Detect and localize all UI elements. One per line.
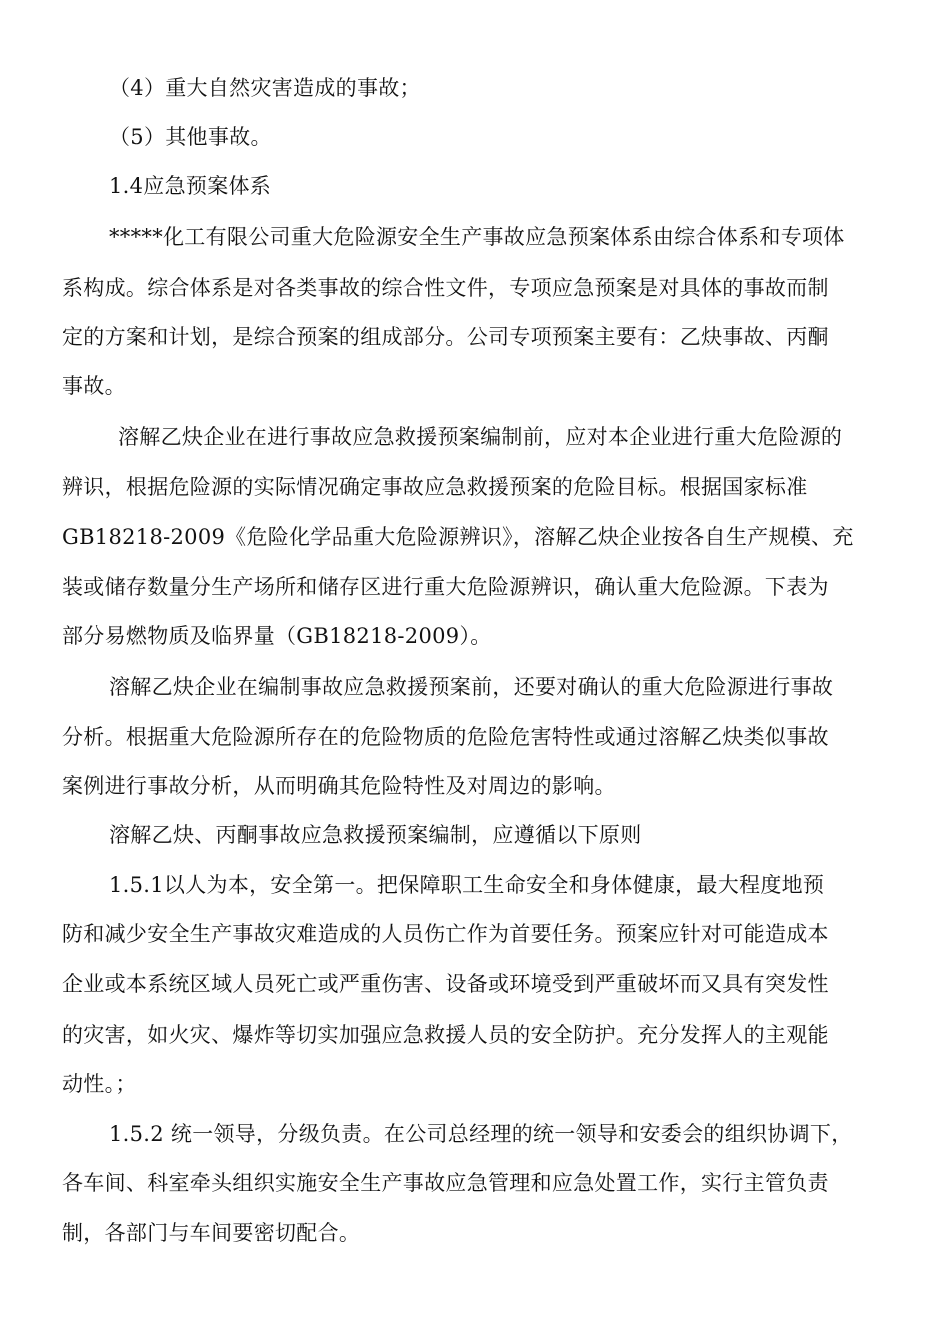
paragraph-line: 的灾害，如火灾、爆炸等切实加强应急救援人员的安全防护。充分发挥人的主观能 (62, 1023, 829, 1047)
paragraph-line: *****化工有限公司重大危险源安全生产事故应急预案体系由综合体系和专项体 (109, 225, 845, 249)
paragraph-line: 溶解乙炔企业在编制事故应急救援预案前，还要对确认的重大危险源进行事故 (109, 675, 834, 699)
list-item-5: （5）其他事故。 (109, 125, 272, 149)
paragraph-line: 溶解乙炔企业在进行事故应急救援预案编制前，应对本企业进行重大危险源的 (118, 425, 843, 449)
paragraph-line: 系构成。综合体系是对各类事故的综合性文件，专项应急预案是对具体的事故而制 (62, 276, 829, 300)
paragraph-line: 制，各部门与车间要密切配合。 (62, 1221, 361, 1245)
section-heading-1-4: 1.4应急预案体系 (109, 174, 272, 198)
paragraph-line: 部分易燃物质及临界量（GB18218-2009）。 (62, 624, 492, 648)
paragraph-line: 1.5.1以人为本，安全第一。把保障职工生命安全和身体健康，最大程度地预 (109, 873, 825, 897)
list-item-4: （4）重大自然灾害造成的事故； (109, 76, 421, 100)
paragraph-line: 企业或本系统区域人员死亡或严重伤害、设备或环境受到严重破坏而又具有突发性 (62, 972, 829, 996)
paragraph-line: 防和减少安全生产事故灾难造成的人员伤亡作为首要任务。预案应针对可能造成本 (62, 922, 829, 946)
paragraph-line: 装或储存数量分生产场所和储存区进行重大危险源辨识，确认重大危险源。下表为 (62, 575, 829, 599)
paragraph-line: GB18218-2009《危险化学品重大危险源辨识》，溶解乙炔企业按各自生产规模、充 (62, 525, 854, 549)
paragraph-line: 1.5.2 统一领导，分级负责。在公司总经理的统一领导和安委会的组织协调下， (109, 1122, 853, 1146)
paragraph-line: 事故。 (62, 374, 126, 398)
paragraph-line: 各车间、科室牵头组织实施安全生产事故应急管理和应急处置工作，实行主管负责 (62, 1171, 829, 1195)
paragraph-line: 溶解乙炔、丙酮事故应急救援预案编制，应遵循以下原则 (109, 823, 642, 847)
paragraph-line: 案例进行事故分析，从而明确其危险特性及对周边的影响。 (62, 774, 616, 798)
paragraph-line: 动性。； (62, 1072, 137, 1096)
paragraph-line: 辨识，根据危险源的实际情况确定事故应急救援预案的危险目标。根据国家标准 (62, 475, 808, 499)
paragraph-line: 定的方案和计划，是综合预案的组成部分。公司专项预案主要有：乙炔事故、丙酮 (62, 325, 829, 349)
paragraph-line: 分析。根据重大危险源所存在的危险物质的危险危害特性或通过溶解乙炔类似事故 (62, 725, 829, 749)
